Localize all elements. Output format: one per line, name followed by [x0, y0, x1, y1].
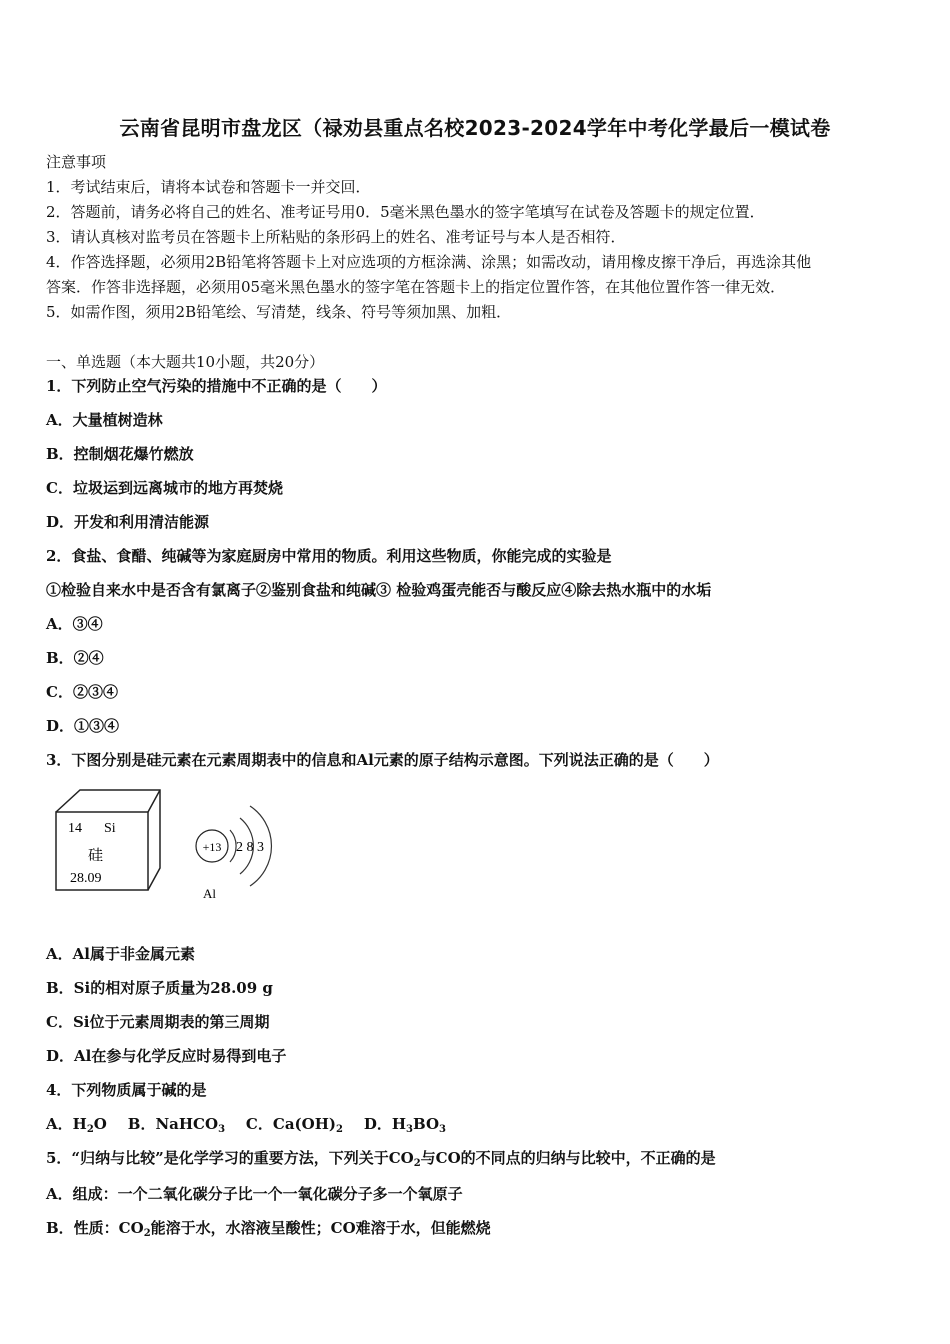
q2-items: ①检验自来水中是否含有氯离子②鉴别食盐和纯碱③ 检验鸡蛋壳能否与酸反应④除去热水瓶中的水垢: [46, 581, 712, 599]
al-label: Al: [203, 886, 216, 901]
q1-option-b: B．控制烟花爆竹燃放: [46, 445, 194, 463]
q2-option-b: B．②④: [46, 649, 104, 667]
q3-figure: [46, 782, 286, 912]
notice-item-5: 5．如需作图，须用2B铅笔绘、写清楚，线条、符号等须加黑、加粗．: [46, 303, 512, 321]
q1-option-d: D．开发和利用清洁能源: [46, 513, 210, 531]
q3-option-d: D．Al在参与化学反应时易得到电子: [46, 1047, 287, 1065]
q4-option-d: D．$H_3BO_3$: [363, 1115, 446, 1135]
notice-item-4: 4．作答选择题，必须用2B铅笔将答题卡上对应选项的方框涂满、涂黑；如需改动，请用橡皮擦干净后，再选涂其他: [46, 253, 812, 271]
q2-option-d: D．①③④: [46, 717, 120, 735]
q4-option-b: B．NaHCO$_3$: [127, 1115, 226, 1135]
si-atomic-number: 14: [68, 821, 82, 836]
q5-stem: 5．“归纳与比较”是化学学习的重要方法，下列关于$CO_2$与CO的不同点的归纳与比较中，不正确的是: [46, 1149, 716, 1169]
q1-option-a: A．大量植树造林: [46, 411, 163, 429]
q3-stem: 3．下图分别是硅元素在元素周期表中的信息和Al元素的原子结构示意图。下列说法正确的是（ ）: [46, 751, 719, 769]
al-electron-shells: 2 8 3: [236, 840, 264, 855]
q3-option-b: B．Si的相对原子质量为28.09 g: [46, 979, 273, 997]
page-title: 云南省昆明市盘龙区（禄劝县重点名校2023-2024学年中考化学最后一模试卷: [119, 116, 831, 140]
q2-option-a: A．③④: [46, 615, 103, 633]
q4-stem: 4．下列物质属于碱的是: [46, 1081, 207, 1099]
q4-option-a: A．$H_2O$: [46, 1115, 107, 1135]
q1-option-c: C．垃圾运到远离城市的地方再焚烧: [46, 479, 283, 497]
q3-option-a: A．Al属于非金属元素: [46, 945, 195, 963]
notice-item-4-cont: 答案．作答非选择题，必须用05毫米黑色墨水的签字笔在答题卡上的指定位置作答，在其他位置作答一律无效．: [46, 278, 786, 296]
si-name: 硅: [88, 846, 104, 864]
al-nucleus-charge: +13: [202, 840, 222, 854]
q1-stem: 1．下列防止空气污染的措施中不正确的是（ ）: [46, 377, 387, 395]
q2-stem: 2．食盐、食醋、纯碱等为家庭厨房中常用的物质。利用这些物质，你能完成的实验是: [46, 547, 612, 565]
q3-option-c: C．Si位于元素周期表的第三周期: [46, 1013, 270, 1031]
notice-item-2: 2．答题前，请务必将自己的姓名、准考证号用0．5毫米黑色墨水的签字笔填写在试卷及答题卡的规定位置．: [46, 203, 765, 221]
q4-options: [46, 1114, 446, 1134]
si-symbol: Si: [104, 821, 116, 836]
q5-option-b: B．性质：$CO_2$能溶于水，水溶液呈酸性；CO难溶于水，但能燃烧: [46, 1219, 491, 1239]
si-atomic-mass: 28.09: [70, 871, 102, 886]
q2-option-c: C．②③④: [46, 683, 118, 701]
notice-item-3: 3．请认真核对监考员在答题卡上所粘贴的条形码上的姓名、准考证号与本人是否相符．: [46, 228, 626, 246]
notice-heading: 注意事项: [46, 153, 107, 171]
section-heading: 一、单选题（本大题共10小题，共20分）: [46, 353, 325, 371]
notice-item-1: 1．考试结束后，请将本试卷和答题卡一并交回．: [46, 178, 371, 196]
q4-option-c: C．$Ca(OH)_2$: [245, 1115, 343, 1135]
q5-option-a: A．组成：一个二氧化碳分子比一个一氧化碳分子多一个氧原子: [46, 1185, 463, 1203]
